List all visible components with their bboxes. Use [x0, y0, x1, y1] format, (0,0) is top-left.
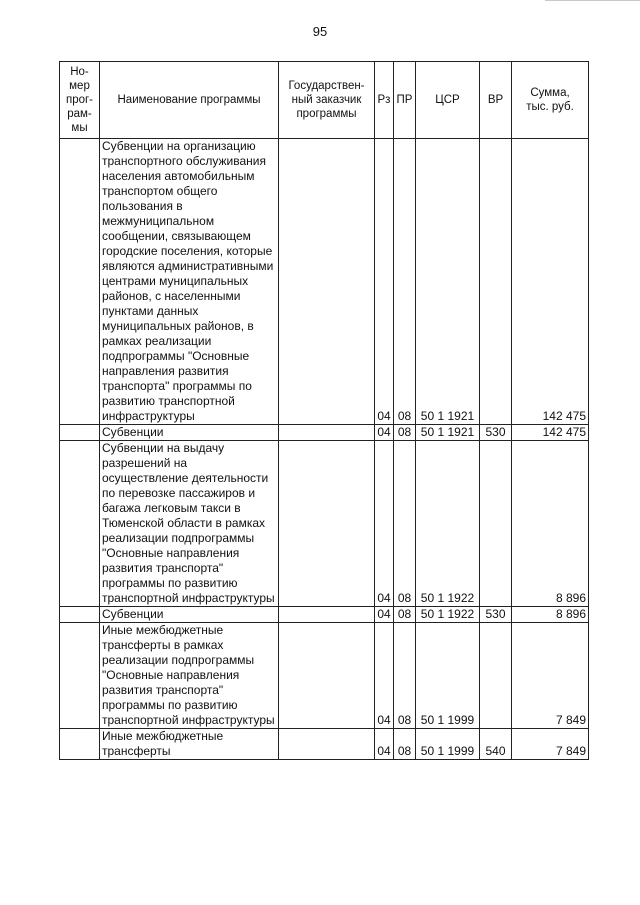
- cell-vr: [480, 441, 512, 607]
- cell-sum: 8 896: [512, 607, 589, 623]
- cell-sum: 8 896: [512, 441, 589, 607]
- cell-vr: 530: [480, 425, 512, 441]
- cell-csr: 50 1 1999: [416, 623, 480, 729]
- cell-customer: [279, 623, 375, 729]
- cell-vr: [480, 623, 512, 729]
- header-pr: ПР: [394, 62, 416, 139]
- cell-name: Иные межбюджетные трансферты в рамках реализации подпрограммы "Основные направления развития транспорта" программы по развитию транспортной инфраструктуры: [100, 623, 279, 729]
- cell-sum: 142 475: [512, 139, 589, 425]
- table-row: [60, 607, 589, 623]
- cell-number: [60, 425, 100, 441]
- cell-name: Субвенции на организацию транспортного обслуживания населения автомобильным транспортом общего пользования в межмуниципальном сообщении, связывающем городские поселения, которые являются административными центрами муниципальных районов, с населенными пунктами данных муниципальных районов, в рамках реализации подпрограммы "Основные направления развития транспорта" программы по развитию транспортной инфраструктуры: [100, 139, 279, 425]
- header-csr: ЦСР: [416, 62, 480, 139]
- cell-customer: [279, 441, 375, 607]
- cell-csr: 50 1 1922: [416, 441, 480, 607]
- table-row: [60, 441, 589, 607]
- cell-pr: 08: [394, 623, 416, 729]
- cell-customer: [279, 425, 375, 441]
- table-row: [60, 425, 589, 441]
- header-vr: ВР: [480, 62, 512, 139]
- table-row: [60, 139, 589, 425]
- cell-number: [60, 729, 100, 760]
- cell-rz: 04: [375, 425, 394, 441]
- cell-csr: 50 1 1921: [416, 139, 480, 425]
- cell-pr: 08: [394, 607, 416, 623]
- cell-rz: 04: [375, 607, 394, 623]
- cell-name: Иные межбюджетные трансферты: [100, 729, 279, 760]
- cell-sum: 142 475: [512, 425, 589, 441]
- cell-number: [60, 623, 100, 729]
- cell-customer: [279, 729, 375, 760]
- cell-number: [60, 441, 100, 607]
- cell-pr: 08: [394, 425, 416, 441]
- cell-pr: 08: [394, 139, 416, 425]
- cell-number: [60, 139, 100, 425]
- cell-customer: [279, 139, 375, 425]
- cell-name: Субвенции: [100, 425, 279, 441]
- header-customer: Государствен- ный заказчик программы: [279, 62, 375, 139]
- table-row: [60, 623, 589, 729]
- cell-vr: [480, 139, 512, 425]
- cell-rz: 04: [375, 729, 394, 760]
- cell-customer: [279, 607, 375, 623]
- cell-name: Субвенции на выдачу разрешений на осуществление деятельности по перевозке пассажиров и багажа легковым такси в Тюменской области в рамках реализации подпрограммы "Основные направления развития транспорта" программы по развитию транспортной инфраструктуры: [100, 441, 279, 607]
- top-rule: [545, 0, 640, 1]
- cell-rz: 04: [375, 139, 394, 425]
- cell-pr: 08: [394, 441, 416, 607]
- cell-csr: 50 1 1922: [416, 607, 480, 623]
- table-row: [60, 729, 589, 760]
- cell-csr: 50 1 1921: [416, 425, 480, 441]
- cell-csr: 50 1 1999: [416, 729, 480, 760]
- header-sum: Сумма, тыс. руб.: [512, 62, 589, 139]
- cell-vr: 530: [480, 607, 512, 623]
- cell-rz: 04: [375, 441, 394, 607]
- header-name: Наименование программы: [100, 62, 279, 139]
- cell-sum: 7 849: [512, 729, 589, 760]
- header-number: Но- мер прог- рам- мы: [60, 62, 100, 139]
- cell-pr: 08: [394, 729, 416, 760]
- cell-name: Субвенции: [100, 607, 279, 623]
- cell-number: [60, 607, 100, 623]
- page-number: 95: [312, 24, 328, 39]
- cell-vr: 540: [480, 729, 512, 760]
- header-rz: Рз: [375, 62, 394, 139]
- cell-sum: 7 849: [512, 623, 589, 729]
- cell-rz: 04: [375, 623, 394, 729]
- budget-table: [59, 61, 589, 760]
- table-header: [60, 62, 589, 139]
